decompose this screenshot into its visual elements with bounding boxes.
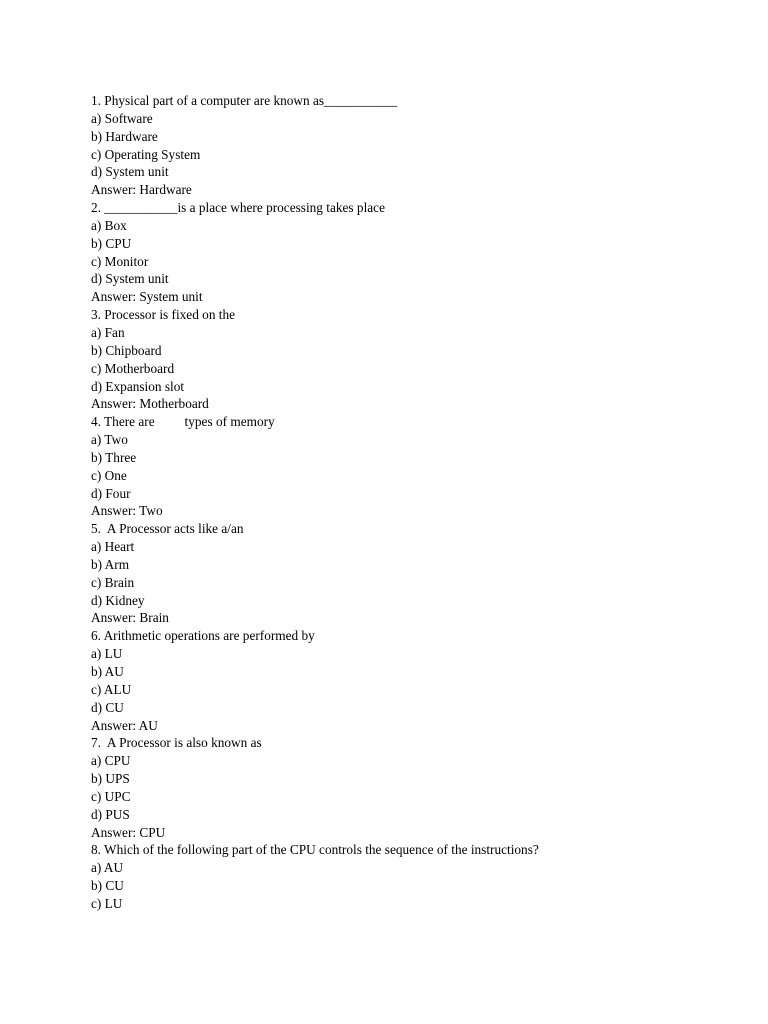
answer-text: Answer: Motherboard — [91, 397, 209, 413]
option: b) Hardware — [91, 129, 158, 145]
option: c) LU — [91, 896, 123, 912]
option: b) Three — [91, 450, 137, 466]
option: b) UPS — [91, 772, 130, 788]
question-block — [91, 735, 562, 842]
option: b) Arm — [91, 557, 130, 573]
question-block — [91, 200, 562, 307]
option: a) Two — [91, 433, 128, 449]
question-text: 5. A Processor acts like a/an — [91, 522, 244, 538]
question-text: 7. A Processor is also known as — [91, 736, 262, 752]
option: b) AU — [91, 665, 124, 680]
answer-text: Answer: Two — [91, 504, 163, 520]
question-text: 3. Processor is fixed on the — [91, 308, 236, 324]
option: d) System unit — [91, 272, 169, 288]
question-block — [91, 414, 562, 521]
question-text: 6. Arithmetic operations are performed by — [91, 629, 315, 645]
option: b) CPU — [91, 236, 132, 252]
option: c) ALU — [91, 682, 132, 698]
option: b) Chipboard — [91, 343, 162, 359]
option: d) System unit — [91, 165, 169, 181]
option: b) CU — [91, 879, 124, 895]
question-block — [91, 93, 562, 200]
option: a) Software — [91, 111, 153, 127]
option: c) Operating System — [91, 147, 201, 163]
question-block — [91, 521, 562, 628]
question-block — [91, 307, 562, 414]
option: a) AU — [91, 861, 124, 877]
option: c) One — [91, 468, 127, 484]
option: c) Motherboard — [91, 361, 175, 377]
option: c) Monitor — [91, 254, 149, 270]
option: d) Four — [91, 486, 131, 502]
question-text: 8. Which of the following part of the CPU controls the sequence of the instructions? — [91, 843, 539, 859]
option: a) Box — [91, 218, 127, 234]
answer-text: Answer: AU — [91, 718, 158, 734]
answer-text: Answer: CPU — [91, 825, 166, 841]
answer-text: Answer: Hardware — [91, 183, 192, 199]
question-text: 1. Physical part of a computer are known as___________ — [91, 94, 398, 109]
option: a) LU — [91, 647, 123, 663]
option: d) CU — [91, 700, 124, 716]
option: a) Fan — [91, 325, 125, 341]
option: d) Kidney — [91, 593, 145, 609]
option: a) CPU — [91, 754, 131, 770]
quiz-content — [91, 93, 562, 914]
question-text: 4. There are types of memory — [91, 415, 275, 431]
option: c) UPC — [91, 789, 131, 805]
answer-text: Answer: System unit — [91, 290, 203, 306]
question-block — [91, 842, 562, 913]
question-block — [91, 628, 562, 735]
answer-text: Answer: Brain — [91, 611, 169, 627]
option: d) Expansion slot — [91, 379, 185, 395]
question-text: 2. ___________is a place where processing takes place — [91, 201, 385, 217]
option: c) Brain — [91, 575, 135, 591]
option: d) PUS — [91, 807, 130, 823]
option: a) Heart — [91, 540, 135, 556]
